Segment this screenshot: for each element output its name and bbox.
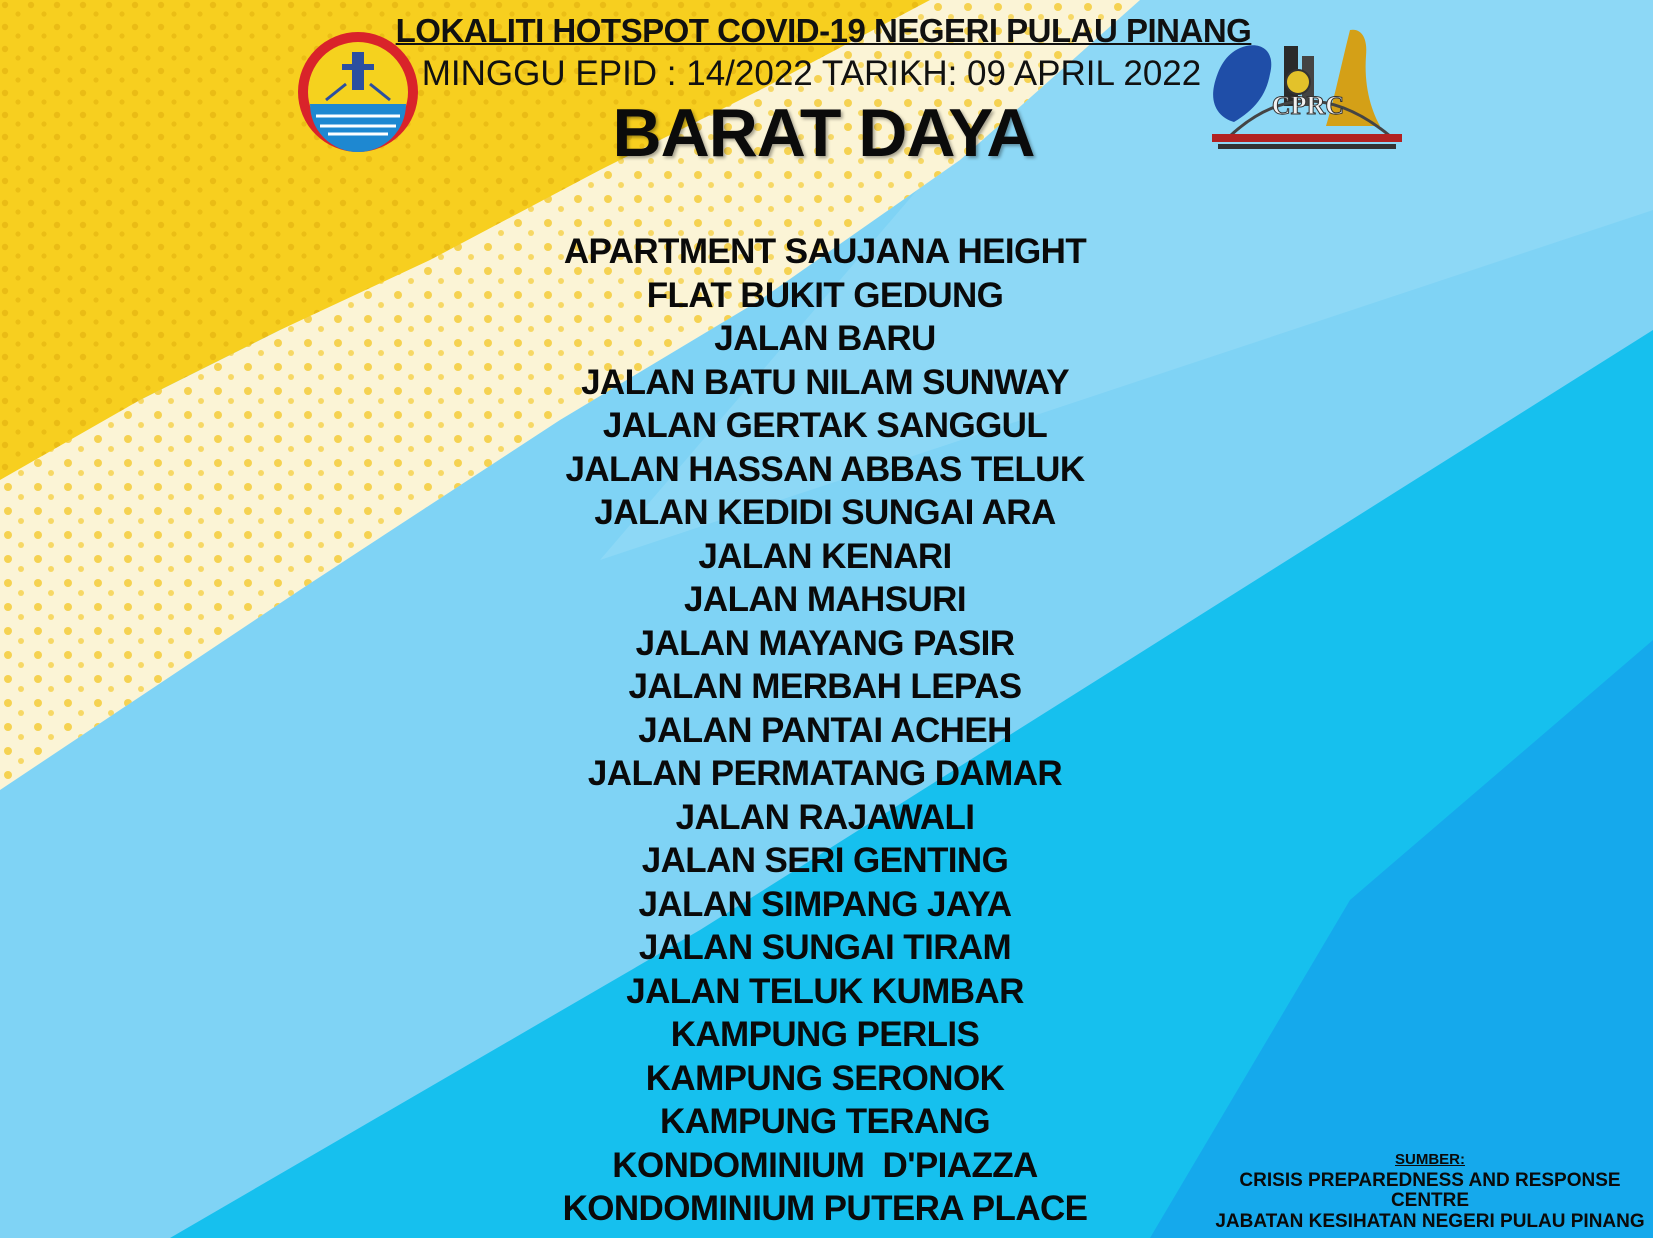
list-item: JALAN SERI GENTING [641, 841, 1009, 880]
list-item: JALAN PANTAI ACHEH [638, 710, 1012, 750]
source-credit [1215, 1150, 1645, 1232]
list-item: JALAN BARU [714, 319, 936, 358]
district-heading: BARAT DAYA [612, 95, 1035, 171]
list-item: JALAN PERMATANG DAMAR [587, 754, 1063, 793]
list-item: JALAN TELUK KUMBAR [626, 971, 1024, 1011]
list-item: KONDOMINIUM PUTERA PLACE [562, 1189, 1088, 1228]
list-item: JALAN BATU NILAM SUNWAY [581, 362, 1069, 402]
list-item: FLAT BUKIT GEDUNG [646, 275, 1004, 315]
list-item: KAMPUNG SERONOK [645, 1058, 1005, 1098]
list-item: JALAN RAJAWALI [675, 797, 975, 837]
list-item: KAMPUNG PERLIS [670, 1015, 980, 1054]
list-item: KONDOMINIUM D'PIAZZA [612, 1145, 1038, 1185]
list-item: JALAN KENARI [698, 536, 952, 576]
source-line-1: CRISIS PREPAREDNESS AND RESPONSE [1239, 1169, 1621, 1191]
list-item: JALAN HASSAN ABBAS TELUK [565, 449, 1085, 489]
list-item: JALAN MERBAH LEPAS [628, 667, 1022, 706]
source-line-2: CENTRE [1390, 1190, 1470, 1211]
cprc-logo-text: CPRC [1271, 91, 1345, 120]
source-label: SUMBER: [1395, 1151, 1465, 1168]
list-item: JALAN KEDIDI SUNGAI ARA [594, 493, 1056, 532]
list-item: KAMPUNG TERANG [660, 1102, 990, 1141]
list-item: JALAN GERTAK SANGGUL [602, 406, 1048, 445]
list-item: JALAN SUNGAI TIRAM [638, 928, 1012, 967]
list-item: JALAN MAHSURI [684, 580, 966, 619]
locality-list [0, 230, 1653, 1231]
list-item: JALAN MAYANG PASIR [635, 623, 1015, 663]
page-title: LOKALITI HOTSPOT COVID-19 NEGERI PULAU PINANG [395, 12, 1252, 49]
source-line-3: JABATAN KESIHATAN NEGERI PULAU PINANG [1215, 1210, 1645, 1232]
list-item: APARTMENT SAUJANA HEIGHT [563, 232, 1087, 271]
list-item: JALAN SIMPANG JAYA [638, 884, 1012, 924]
epid-week-date: MINGGU EPID : 14/2022 TARIKH: 09 APRIL 2022 [421, 54, 1202, 93]
